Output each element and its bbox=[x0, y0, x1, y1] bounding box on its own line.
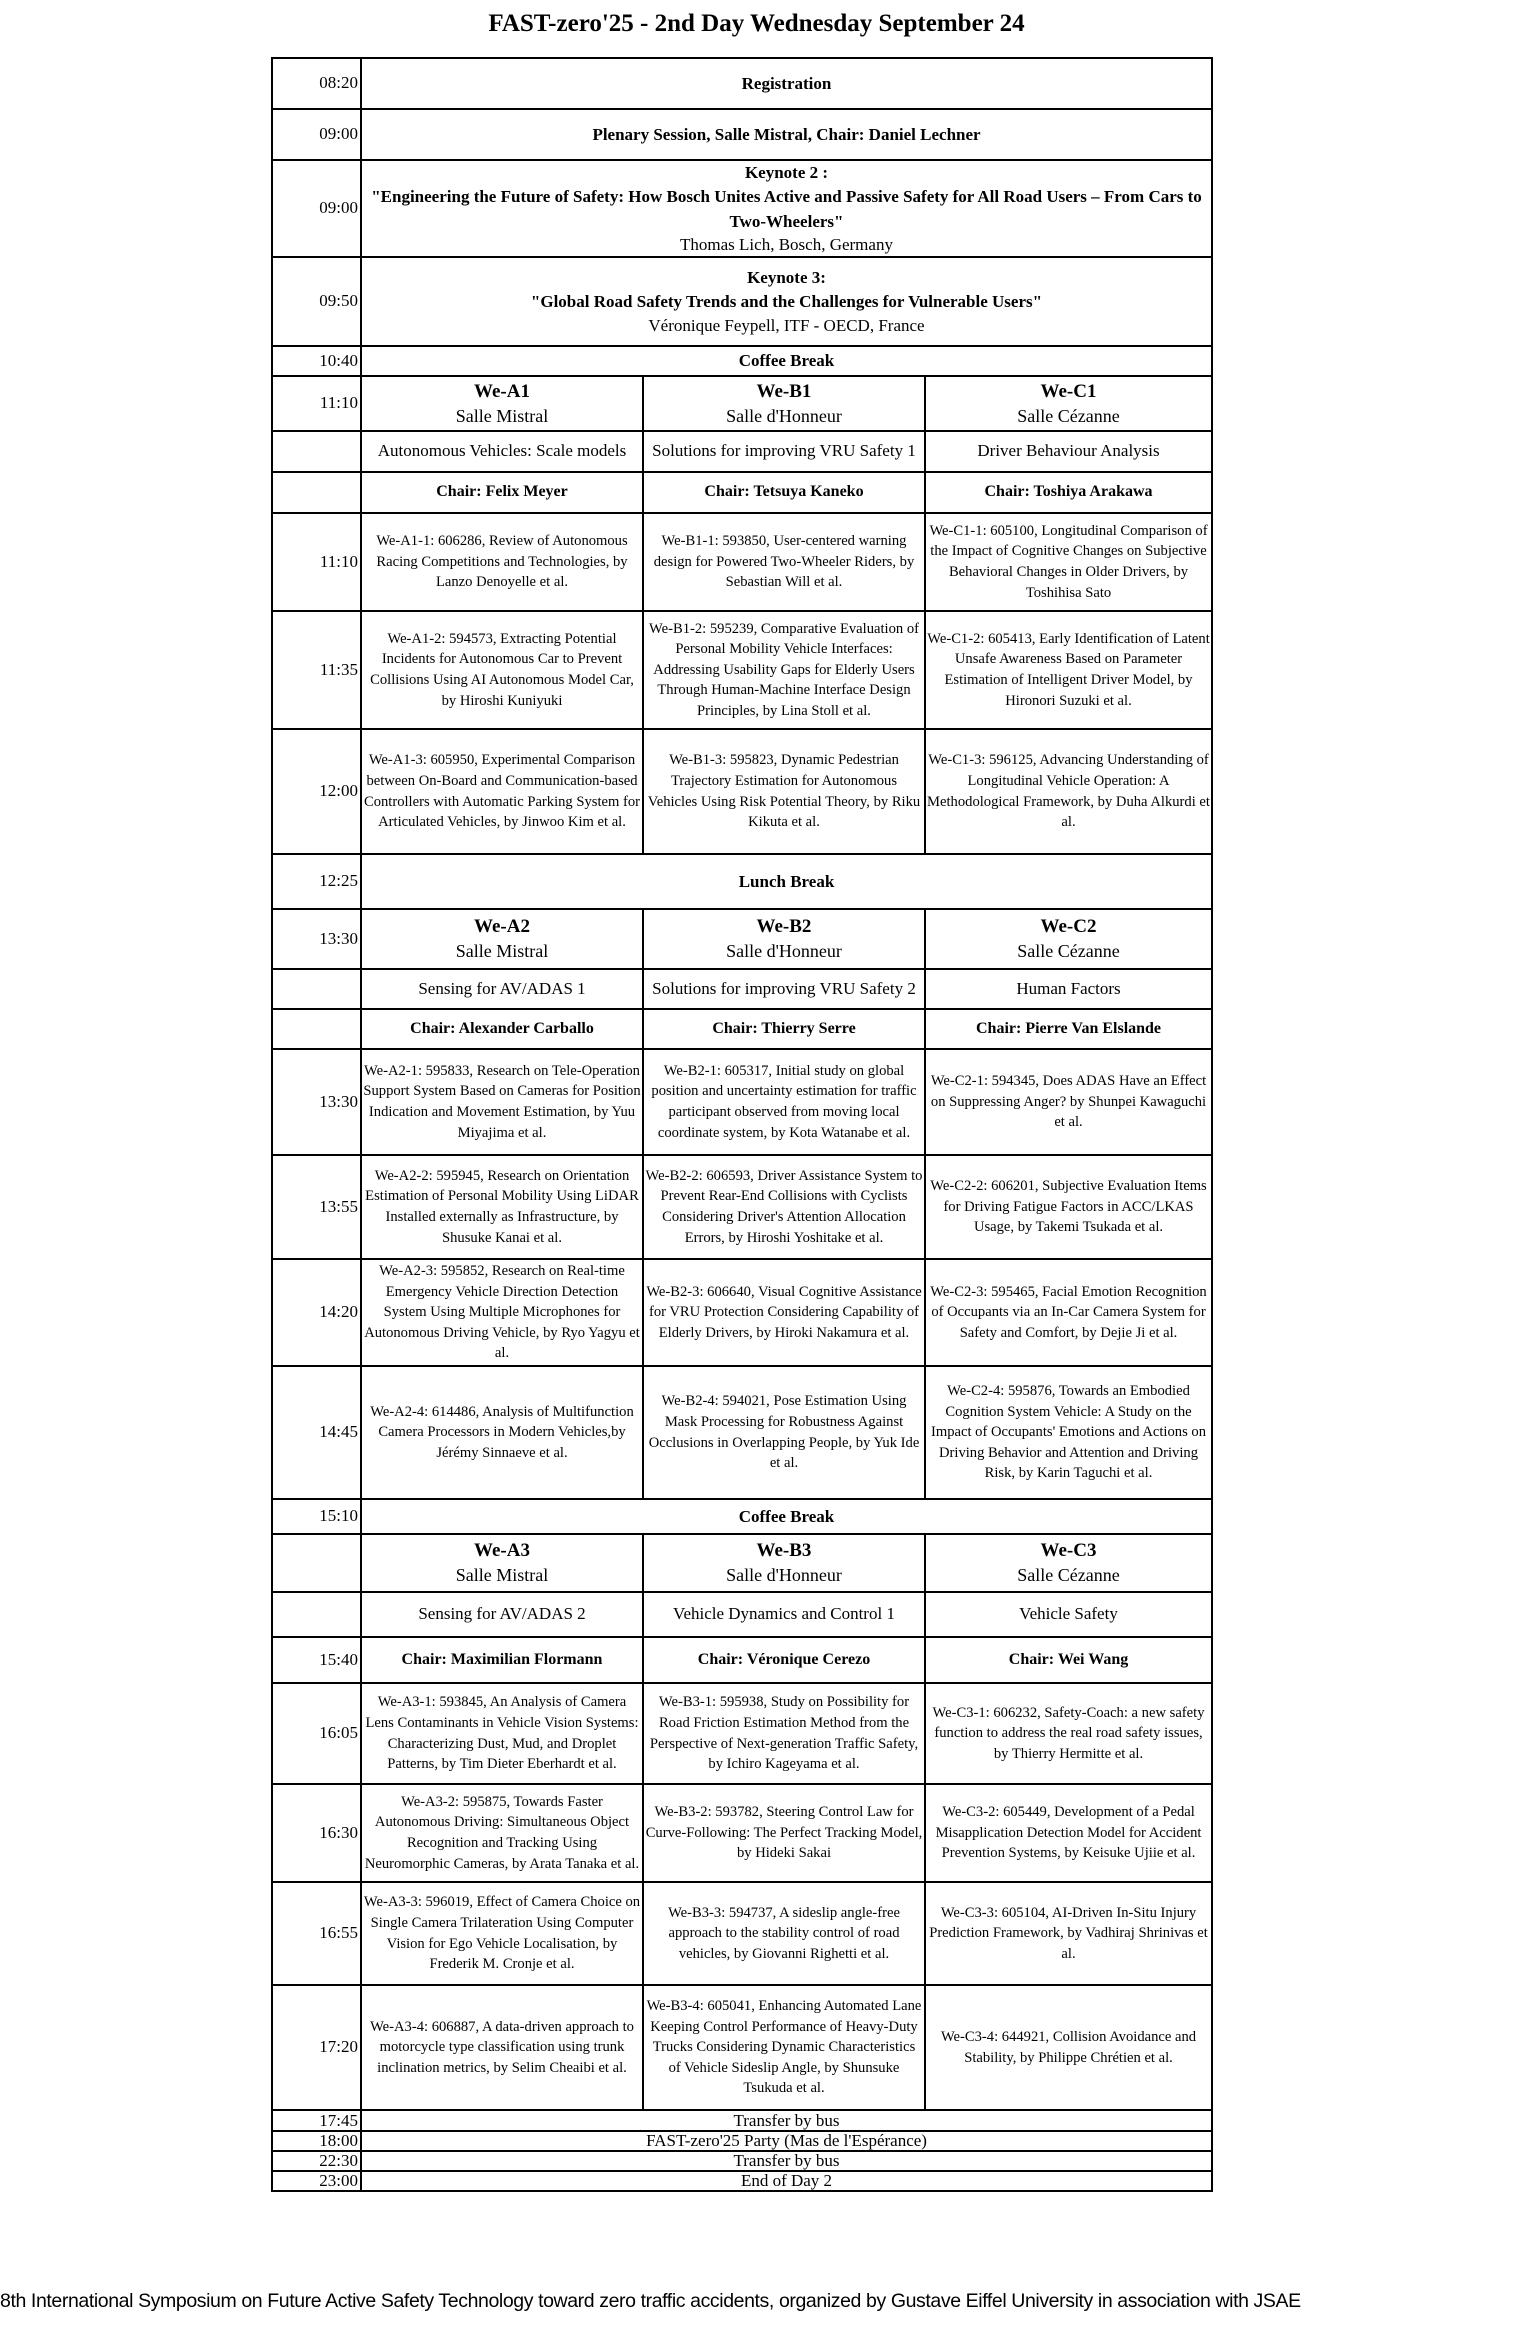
session-header bbox=[361, 909, 643, 969]
paper-cell: We-B1-2: 595239, Comparative Evaluation of Personal Mobility Vehicle Interfaces: Addressing Usability Gaps for Elderly Users Through Human-Machine Interface Design Principles, by Lina Stoll et al. bbox=[643, 611, 925, 729]
session-code: We-B1 bbox=[756, 380, 812, 402]
session-header bbox=[643, 1534, 925, 1592]
schedule-row-registration bbox=[272, 58, 1212, 109]
time-cell: 18:00 bbox=[272, 2131, 361, 2151]
session-room: Salle Mistral bbox=[455, 405, 549, 426]
session-room: Salle Mistral bbox=[455, 941, 549, 961]
event-registration: Registration bbox=[361, 58, 1212, 109]
paper-cell: We-C3-4: 644921, Collision Avoidance and Stability, by Philippe Chrétien et al. bbox=[925, 1985, 1212, 2110]
paper-cell: We-B2-1: 605317, Initial study on global position and uncertainty estimation for traffic participant observed from moving local coordinate system, by Kota Watanabe et al. bbox=[643, 1049, 925, 1155]
paper-cell: We-C3-2: 605449, Development of a Pedal Misapplication Detection Model for Accident Prevention Systems, by Keisuke Ujiie et al. bbox=[925, 1784, 1212, 1882]
paper-cell: We-B3-2: 593782, Steering Control Law for Curve-Following: The Perfect Tracking Model, by Hideki Sakai bbox=[643, 1784, 925, 1882]
keynote-title: "Engineering the Future of Safety: How Bosch Unites Active and Passive Safety for All Road Users – From Cars to Two-Wheelers" bbox=[371, 187, 1202, 231]
session-chair: Chair: Maximilian Flormann bbox=[361, 1637, 643, 1683]
session-topic-row bbox=[272, 431, 1212, 472]
session-room: Salle Cézanne bbox=[1017, 1565, 1120, 1585]
session-header-row bbox=[272, 376, 1212, 431]
paper-cell: We-B2-2: 606593, Driver Assistance System to Prevent Rear-End Collisions with Cyclists Considering Driver's Attention Allocation Errors, by Hiroshi Yoshitake et al. bbox=[643, 1155, 925, 1259]
session-chair: Chair: Tetsuya Kaneko bbox=[643, 472, 925, 513]
paper-row bbox=[272, 1049, 1212, 1155]
session-topic: Human Factors bbox=[925, 969, 1212, 1009]
time-cell: 14:20 bbox=[272, 1259, 361, 1366]
session-chair: Chair: Toshiya Arakawa bbox=[925, 472, 1212, 513]
session-chair: Chair: Wei Wang bbox=[925, 1637, 1212, 1683]
paper-cell: We-C2-1: 594345, Does ADAS Have an Effect on Suppressing Anger? by Shunpei Kawaguchi et al. bbox=[925, 1049, 1212, 1155]
paper-cell: We-C1-1: 605100, Longitudinal Comparison of the Impact of Cognitive Changes on Subjective Behavioral Changes in Older Drivers, by Toshihisa Sato bbox=[925, 513, 1212, 611]
time-cell: 11:35 bbox=[272, 611, 361, 729]
paper-cell: We-A2-3: 595852, Research on Real-time Emergency Vehicle Direction Detection System Using Multiple Microphones for Autonomous Driving Vehicle, by Ryo Yagyu et al. bbox=[361, 1259, 643, 1366]
paper-cell: We-A1-3: 605950, Experimental Comparison between On-Board and Communication-based Controllers with Automatic Parking System for Articulated Vehicles, by Jinwoo Kim et al. bbox=[361, 729, 643, 854]
paper-cell: We-A3-1: 593845, An Analysis of Camera Lens Contaminants in Vehicle Vision Systems: Characterizing Dust, Mud, and Droplet Patterns, by Tim Dieter Eberhardt et al. bbox=[361, 1683, 643, 1784]
time-cell: 22:30 bbox=[272, 2151, 361, 2171]
time-cell bbox=[272, 969, 361, 1009]
session-chair: Chair: Thierry Serre bbox=[643, 1009, 925, 1049]
event-coffee-break: Coffee Break bbox=[361, 1499, 1212, 1534]
paper-row bbox=[272, 611, 1212, 729]
paper-row bbox=[272, 1259, 1212, 1366]
session-chair-row bbox=[272, 1637, 1212, 1683]
time-cell: 09:00 bbox=[272, 160, 361, 257]
schedule-row-evening bbox=[272, 2171, 1212, 2191]
time-cell bbox=[272, 472, 361, 513]
paper-cell: We-B1-1: 593850, User-centered warning design for Powered Two-Wheeler Riders, by Sebastian Will et al. bbox=[643, 513, 925, 611]
time-cell: 17:45 bbox=[272, 2110, 361, 2131]
paper-row bbox=[272, 1985, 1212, 2110]
session-topic: Sensing for AV/ADAS 2 bbox=[361, 1592, 643, 1637]
event-transfer: Transfer by bus bbox=[361, 2151, 1212, 2171]
time-cell: 17:20 bbox=[272, 1985, 361, 2110]
time-cell: 10:40 bbox=[272, 346, 361, 376]
session-room: Salle Mistral bbox=[455, 1565, 549, 1585]
paper-cell: We-B1-3: 595823, Dynamic Pedestrian Trajectory Estimation for Autonomous Vehicles Using Risk Potential Theory, by Riku Kikuta et al. bbox=[643, 729, 925, 854]
session-header bbox=[925, 1534, 1212, 1592]
session-code: We-B2 bbox=[756, 916, 812, 937]
paper-row bbox=[272, 1155, 1212, 1259]
keynote-label: Keynote 2 : bbox=[744, 163, 829, 182]
session-code: We-C1 bbox=[1040, 380, 1097, 402]
paper-cell: We-C2-4: 595876, Towards an Embodied Cognition System Vehicle: A Study on the Impact of Occupants' Emotions and Actions on Driving Behavior and Attention and Driving Risk, by Karin Taguchi et al. bbox=[925, 1366, 1212, 1499]
time-cell: 13:30 bbox=[272, 909, 361, 969]
time-cell: 08:20 bbox=[272, 58, 361, 109]
schedule-row-evening bbox=[272, 2131, 1212, 2151]
session-code: We-A1 bbox=[474, 380, 530, 402]
paper-row bbox=[272, 1784, 1212, 1882]
keynote-label: Keynote 3: bbox=[747, 268, 826, 288]
event-end-of-day: End of Day 2 bbox=[361, 2171, 1212, 2191]
paper-cell: We-A2-1: 595833, Research on Tele-Operation Support System Based on Cameras for Position Indication and Movement Estimation, by Yuu Miyajima et al. bbox=[361, 1049, 643, 1155]
paper-cell: We-A1-1: 606286, Review of Autonomous Racing Competitions and Technologies, by Lanzo Denoyelle et al. bbox=[361, 513, 643, 611]
keynote-cell bbox=[361, 257, 1212, 346]
footer-text: 8th International Symposium on Future Active Safety Technology toward zero traffic accidents, organized by Gustave Eiffel University in association with JSAE bbox=[0, 2290, 1301, 2312]
session-chair: Chair: Véronique Cerezo bbox=[643, 1637, 925, 1683]
keynote-cell bbox=[361, 160, 1212, 257]
session-code: We-A2 bbox=[474, 916, 530, 937]
time-cell: 09:50 bbox=[272, 257, 361, 346]
paper-cell: We-A3-2: 595875, Towards Faster Autonomous Driving: Simultaneous Object Recognition and Tracking Using Neuromorphic Cameras, by Arata Tanaka et al. bbox=[361, 1784, 643, 1882]
time-cell: 23:00 bbox=[272, 2171, 361, 2191]
time-cell: 12:00 bbox=[272, 729, 361, 854]
session-header bbox=[361, 376, 643, 431]
session-chair-row bbox=[272, 472, 1212, 513]
paper-cell: We-C1-2: 605413, Early Identification of Latent Unsafe Awareness Based on Parameter Estimation of Intelligent Driver Model, by Hironori Suzuki et al. bbox=[925, 611, 1212, 729]
paper-row bbox=[272, 1683, 1212, 1784]
event-transfer: Transfer by bus bbox=[361, 2110, 1212, 2131]
time-cell: 11:10 bbox=[272, 513, 361, 611]
session-topic: Sensing for AV/ADAS 1 bbox=[361, 969, 643, 1009]
time-cell: 09:00 bbox=[272, 109, 361, 160]
schedule-row-plenary bbox=[272, 109, 1212, 160]
time-cell bbox=[272, 1592, 361, 1637]
paper-cell: We-A2-4: 614486, Analysis of Multifunction Camera Processors in Modern Vehicles,by Jérémy Sinnaeve et al. bbox=[361, 1366, 643, 1499]
time-cell: 13:30 bbox=[272, 1049, 361, 1155]
paper-cell: We-B3-4: 605041, Enhancing Automated Lane Keeping Control Performance of Heavy-Duty Trucks Considering Dynamic Characteristics of Vehicle Sideslip Angle, by Shunsuke Tsukuda et al. bbox=[643, 1985, 925, 2110]
session-chair: Chair: Pierre Van Elslande bbox=[925, 1009, 1212, 1049]
session-code: We-B3 bbox=[756, 1540, 812, 1561]
paper-cell: We-C2-3: 595465, Facial Emotion Recognition of Occupants via an In-Car Camera System for Safety and Comfort, by Dejie Ji et al. bbox=[925, 1259, 1212, 1366]
session-header-row bbox=[272, 909, 1212, 969]
session-topic: Vehicle Dynamics and Control 1 bbox=[643, 1592, 925, 1637]
paper-cell: We-C1-3: 596125, Advancing Understanding of Longitudinal Vehicle Operation: A Methodological Framework, by Duha Alkurdi et al. bbox=[925, 729, 1212, 854]
time-cell: 12:25 bbox=[272, 854, 361, 909]
session-topic-row bbox=[272, 969, 1212, 1009]
paper-cell: We-A3-3: 596019, Effect of Camera Choice on Single Camera Trilateration Using Computer Vision for Ego Vehicle Localisation, by Frederik M. Cronje et al. bbox=[361, 1882, 643, 1985]
time-cell: 16:05 bbox=[272, 1683, 361, 1784]
session-room: Salle d'Honneur bbox=[726, 941, 842, 961]
session-code: We-A3 bbox=[474, 1540, 530, 1561]
keynote-title: "Global Road Safety Trends and the Challenges for Vulnerable Users" bbox=[530, 292, 1043, 312]
session-room: Salle Cézanne bbox=[1017, 941, 1120, 961]
session-topic-row bbox=[272, 1592, 1212, 1637]
time-cell: 13:55 bbox=[272, 1155, 361, 1259]
keynote-speaker: Véronique Feypell, ITF - OECD, France bbox=[648, 315, 925, 335]
session-code: We-C2 bbox=[1040, 916, 1097, 937]
paper-cell: We-A1-2: 594573, Extracting Potential Incidents for Autonomous Car to Prevent Collisions Using AI Autonomous Model Car, by Hiroshi Kuniyuki bbox=[361, 611, 643, 729]
paper-cell: We-B3-3: 594737, A sideslip angle-free approach to the stability control of road vehicles, by Giovanni Righetti et al. bbox=[643, 1882, 925, 1985]
schedule-row-coffee-break bbox=[272, 1499, 1212, 1534]
session-topic: Solutions for improving VRU Safety 1 bbox=[643, 431, 925, 472]
session-topic: Vehicle Safety bbox=[925, 1592, 1212, 1637]
schedule-row-coffee-break bbox=[272, 346, 1212, 376]
paper-row bbox=[272, 729, 1212, 854]
event-plenary-session: Plenary Session, Salle Mistral, Chair: Daniel Lechner bbox=[361, 109, 1212, 160]
time-cell bbox=[272, 1009, 361, 1049]
event-lunch-break: Lunch Break bbox=[361, 854, 1212, 909]
paper-cell: We-B2-3: 606640, Visual Cognitive Assistance for VRU Protection Considering Capability of Elderly Drivers, by Hiroki Nakamura et al. bbox=[643, 1259, 925, 1366]
paper-cell: We-B2-4: 594021, Pose Estimation Using Mask Processing for Robustness Against Occlusions in Overlapping People, by Yuk Ide et al. bbox=[643, 1366, 925, 1499]
session-room: Salle d'Honneur bbox=[726, 1565, 842, 1585]
paper-row bbox=[272, 1366, 1212, 1499]
session-header bbox=[361, 1534, 643, 1592]
schedule-row-evening bbox=[272, 2110, 1212, 2131]
paper-cell: We-B3-1: 595938, Study on Possibility for Road Friction Estimation Method from the Perspective of Next-generation Traffic Safety, by Ichiro Kageyama et al. bbox=[643, 1683, 925, 1784]
keynote-speaker: Thomas Lich, Bosch, Germany bbox=[680, 235, 893, 254]
session-topic: Autonomous Vehicles: Scale models bbox=[361, 431, 643, 472]
page-title: FAST-zero'25 - 2nd Day Wednesday September 24 bbox=[488, 10, 1025, 37]
paper-cell: We-C2-2: 606201, Subjective Evaluation Items for Driving Fatigue Factors in ACC/LKAS Usage, by Takemi Tsukada et al. bbox=[925, 1155, 1212, 1259]
schedule-table bbox=[271, 57, 1213, 2192]
session-topic: Solutions for improving VRU Safety 2 bbox=[643, 969, 925, 1009]
paper-row bbox=[272, 1882, 1212, 1985]
session-header bbox=[925, 909, 1212, 969]
session-header bbox=[643, 376, 925, 431]
session-header-row bbox=[272, 1534, 1212, 1592]
time-cell: 15:40 bbox=[272, 1637, 361, 1683]
time-cell bbox=[272, 1534, 361, 1592]
time-cell: 11:10 bbox=[272, 376, 361, 431]
time-cell bbox=[272, 431, 361, 472]
schedule-row-lunch-break bbox=[272, 854, 1212, 909]
session-topic: Driver Behaviour Analysis bbox=[925, 431, 1212, 472]
session-chair: Chair: Felix Meyer bbox=[361, 472, 643, 513]
event-coffee-break: Coffee Break bbox=[361, 346, 1212, 376]
paper-row bbox=[272, 513, 1212, 611]
session-room: Salle Cézanne bbox=[1017, 405, 1120, 426]
session-chair-row bbox=[272, 1009, 1212, 1049]
session-room: Salle d'Honneur bbox=[726, 405, 842, 426]
paper-cell: We-A2-2: 595945, Research on Orientation Estimation of Personal Mobility Using LiDAR Installed externally as Infrastructure, by Shusuke Kanai et al. bbox=[361, 1155, 643, 1259]
time-cell: 14:45 bbox=[272, 1366, 361, 1499]
session-header bbox=[643, 909, 925, 969]
paper-cell: We-A3-4: 606887, A data-driven approach to motorcycle type classification using trunk inclination metrics, by Selim Cheaibi et al. bbox=[361, 1985, 643, 2110]
paper-cell: We-C3-1: 606232, Safety-Coach: a new safety function to address the real road safety issues, by Thierry Hermitte et al. bbox=[925, 1683, 1212, 1784]
session-chair: Chair: Alexander Carballo bbox=[361, 1009, 643, 1049]
session-code: We-C3 bbox=[1040, 1540, 1097, 1561]
session-header bbox=[925, 376, 1212, 431]
time-cell: 15:10 bbox=[272, 1499, 361, 1534]
schedule-row-evening bbox=[272, 2151, 1212, 2171]
time-cell: 16:30 bbox=[272, 1784, 361, 1882]
schedule-row-keynote-2 bbox=[272, 160, 1212, 257]
paper-cell: We-C3-3: 605104, AI-Driven In-Situ Injury Prediction Framework, by Vadhiraj Shrinivas et al. bbox=[925, 1882, 1212, 1985]
time-cell: 16:55 bbox=[272, 1882, 361, 1985]
event-party: FAST-zero'25 Party (Mas de l'Espérance) bbox=[361, 2131, 1212, 2151]
schedule-row-keynote-3 bbox=[272, 257, 1212, 346]
